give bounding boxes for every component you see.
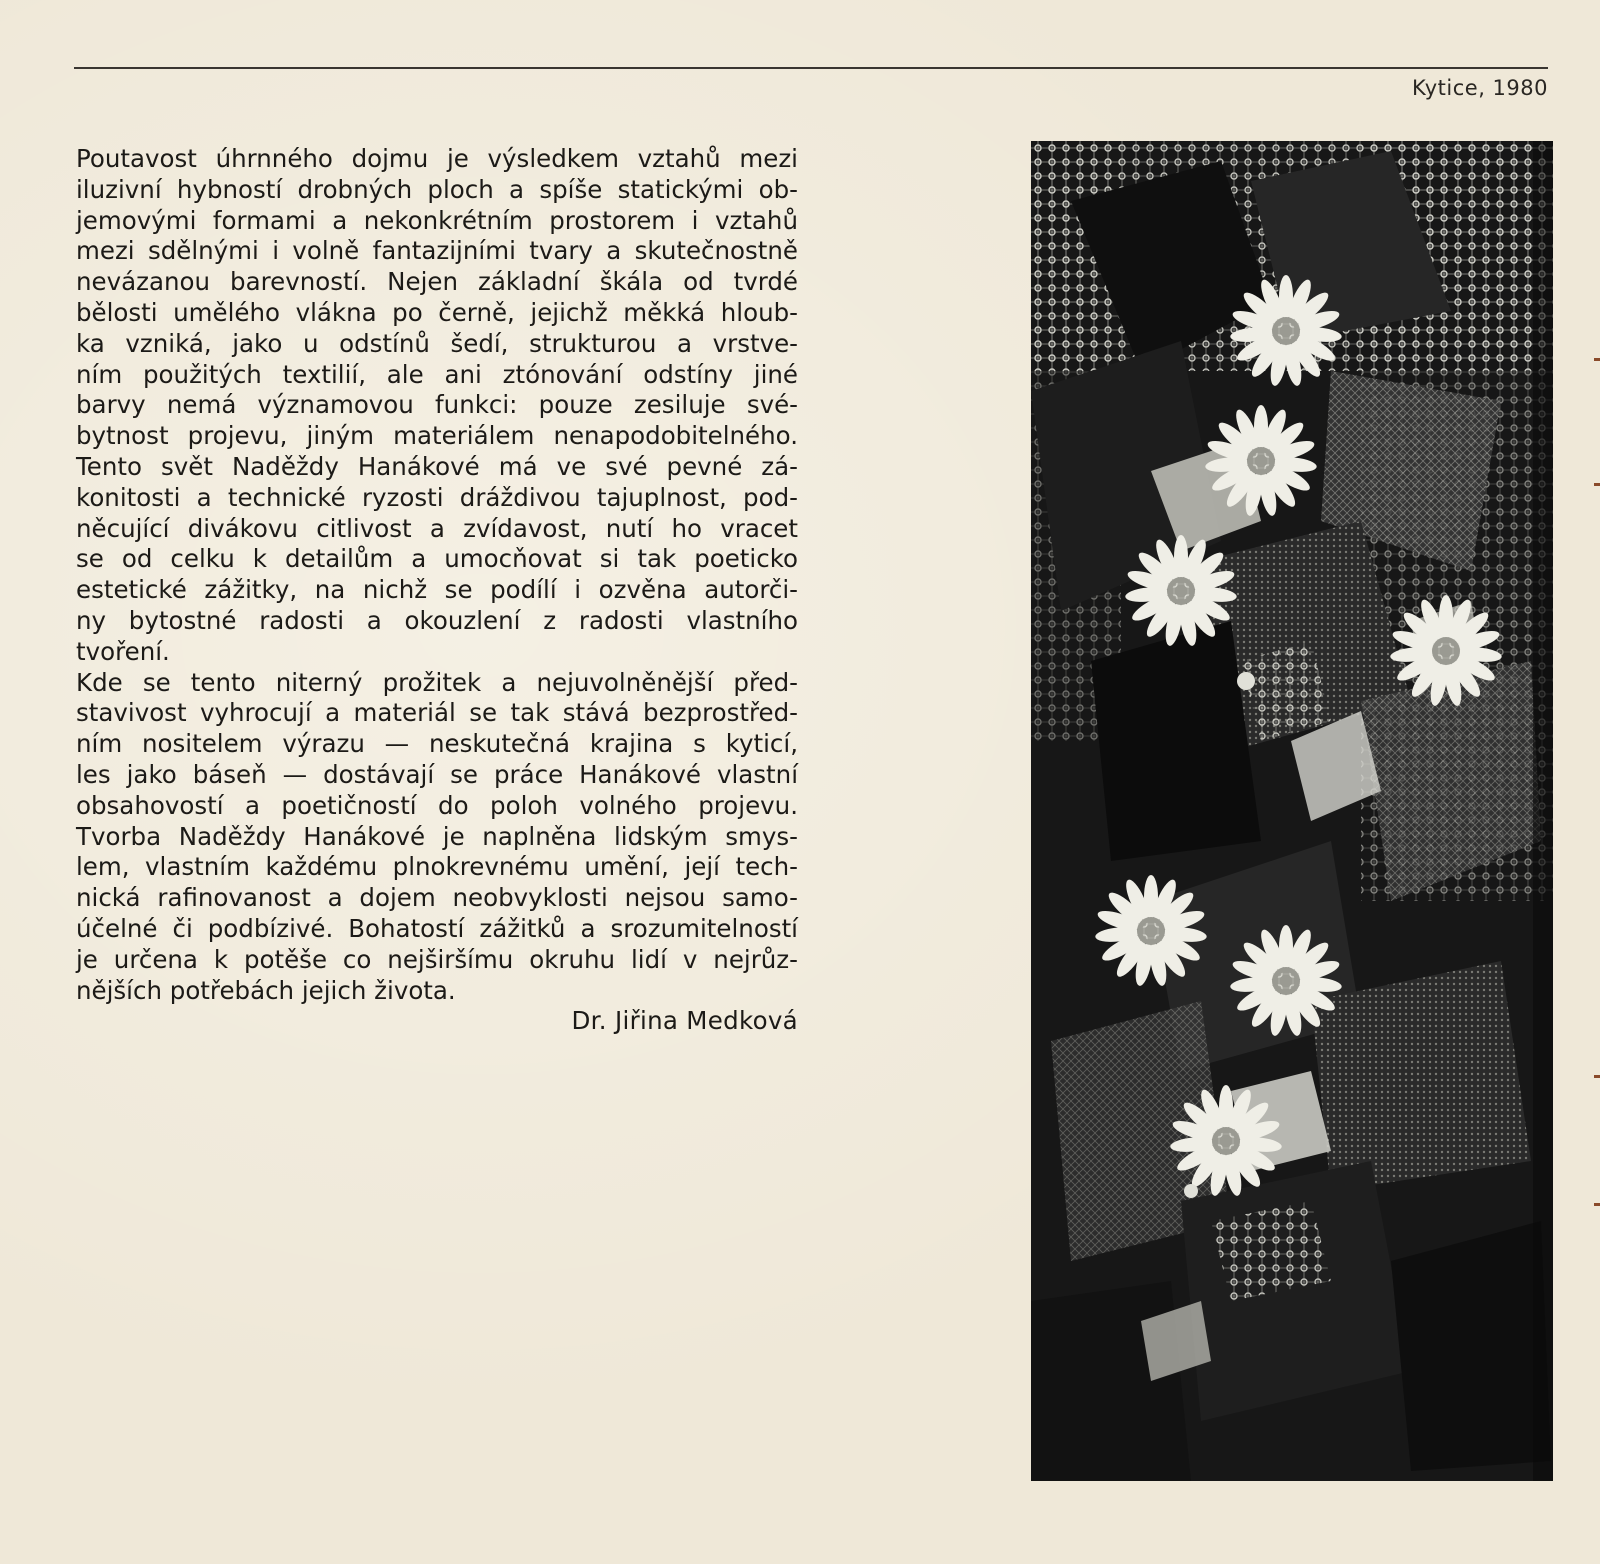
text-line: barvy nemá významovou funkci: pouze zesiluje své- [76, 390, 798, 420]
text-line: nická rafinovanost a dojem neobvyklosti nejsou samo- [76, 883, 798, 913]
artwork-image [1031, 141, 1553, 1481]
text-line: lem, vlastním každému plnokrevnému umění, její tech- [76, 852, 798, 882]
edge-mark [1594, 483, 1600, 486]
text-line: Tento svět Naděždy Hanákové má ve své pevné zá- [76, 451, 798, 481]
text-line: ním použitých textilií, ale ani ztónování odstíny jiné [76, 359, 798, 389]
author-signature: Dr. Jiřina Medková [571, 1006, 798, 1035]
text-line: ny bytostné radosti a okouzlení z radosti vlastního [76, 605, 798, 635]
text-line: nevázanou barevností. Nejen základní škála od tvrdé [76, 267, 798, 297]
text-line: Tvorba Naděždy Hanákové je naplněna lidským smys- [76, 821, 798, 851]
text-line: jemovými formami a nekonkrétním prostorem i vztahů [76, 205, 798, 235]
artwork-caption: Kytice, 1980 [1412, 76, 1548, 100]
text-line: účelné či podbízivé. Bohatostí zážitků a srozumitelností [76, 913, 798, 943]
text-line: nějších potřebách jejich života. [76, 975, 456, 1005]
text-line: bytnost projevu, jiným materiálem nenapodobitelného. [76, 421, 798, 451]
text-line: les jako báseň — dostávají se práce Hanákové vlastní [76, 759, 798, 789]
text-line: se od celku k detailům a umocňovat si tak poeticko [76, 544, 798, 574]
text-line: mezi sdělnými i volně fantazijními tvary a skutečnostně [76, 236, 798, 266]
text-line: je určena k potěše co nejširšímu okruhu lidí v nejrůz- [76, 944, 798, 974]
text-line: ka vzniká, jako u odstínů šedí, strukturou a vrstve- [76, 328, 798, 358]
text-line: tvoření. [76, 636, 170, 666]
text-line: estetické zážitky, na nichž se podílí i ozvěna autorči- [76, 575, 798, 605]
edge-mark [1594, 358, 1600, 361]
text-line: něcující divákovu citlivost a zvídavost, nutí ho vracet [76, 513, 798, 543]
page-edge-marks [1590, 0, 1600, 1564]
text-line: stavivost vyhrocují a materiál se tak stává bezprostřed- [76, 698, 798, 728]
artwork-illustration [1031, 141, 1553, 1481]
edge-mark [1594, 1075, 1600, 1078]
body-text [76, 144, 798, 1006]
edge-mark [1594, 1203, 1600, 1206]
top-rule [74, 67, 1548, 69]
text-line: bělosti umělého vlákna po černě, jejichž měkká hloub- [76, 297, 798, 327]
text-line: iluzivní hybností drobných ploch a spíše statickými ob- [76, 174, 798, 204]
text-line: obsahovostí a poetičností do poloh volného projevu. [76, 790, 798, 820]
text-line: ním nositelem výrazu — neskutečná krajina s kyticí, [76, 729, 798, 759]
text-line: Kde se tento niterný prožitek a nejuvolněnější před- [76, 667, 798, 697]
text-line: konitosti a technické ryzosti dráždivou tajuplnost, pod- [76, 482, 798, 512]
text-line: Poutavost úhrnného dojmu je výsledkem vztahů mezi [76, 144, 798, 173]
